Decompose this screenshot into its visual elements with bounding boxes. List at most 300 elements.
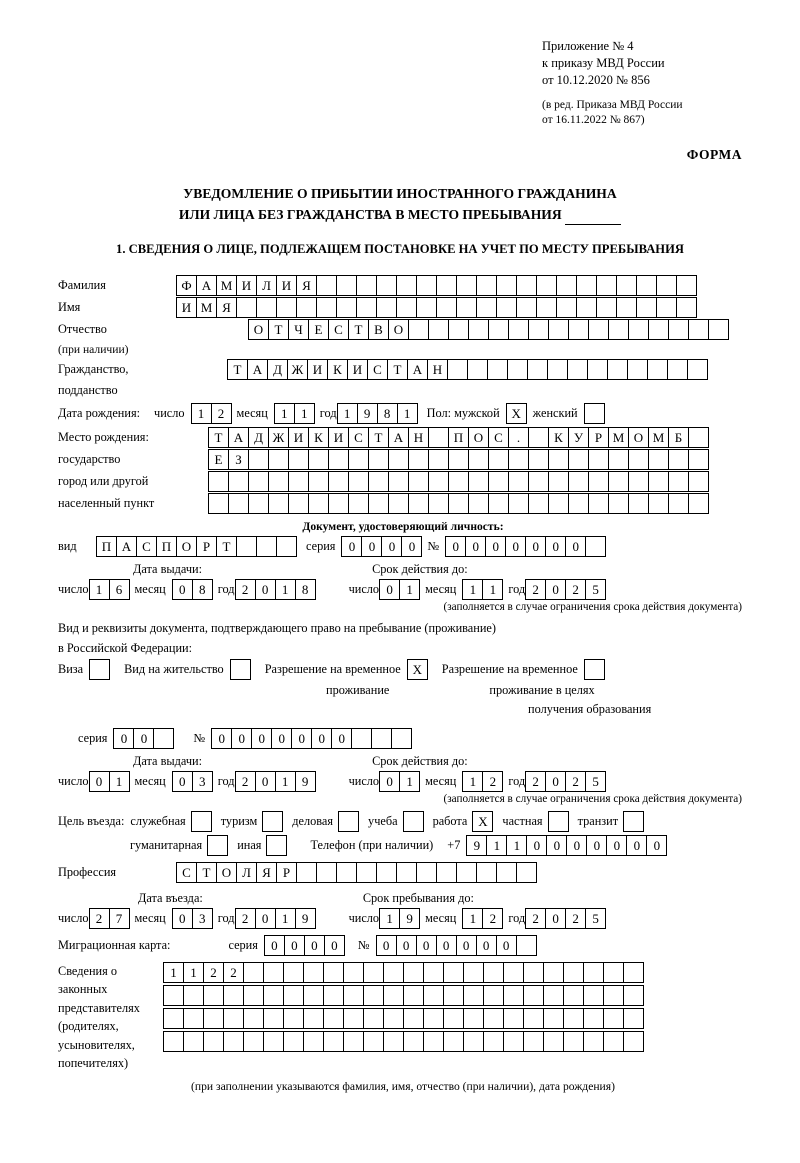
cell[interactable] <box>585 536 606 557</box>
cell[interactable] <box>583 1008 604 1029</box>
cell[interactable] <box>523 985 544 1006</box>
cell[interactable] <box>576 297 597 318</box>
cell[interactable] <box>443 1031 464 1052</box>
cell[interactable] <box>368 449 389 470</box>
cell[interactable] <box>563 1031 584 1052</box>
cell[interactable] <box>348 493 369 514</box>
cell[interactable]: А <box>196 275 217 296</box>
cell[interactable]: 1 <box>399 579 420 600</box>
birth-year-input[interactable] <box>337 403 417 424</box>
cell[interactable] <box>528 449 549 470</box>
entry-month-input[interactable] <box>172 908 212 929</box>
cell[interactable]: 2 <box>525 908 546 929</box>
cell[interactable]: И <box>288 427 309 448</box>
cell[interactable] <box>476 297 497 318</box>
cell[interactable] <box>336 862 357 883</box>
cell[interactable]: У <box>568 427 589 448</box>
cell[interactable] <box>283 1031 304 1052</box>
cell[interactable]: 0 <box>361 536 382 557</box>
cell[interactable] <box>443 985 464 1006</box>
cell[interactable] <box>583 1031 604 1052</box>
cell[interactable]: 0 <box>545 771 566 792</box>
cell[interactable]: 2 <box>235 908 256 929</box>
cell[interactable]: 1 <box>399 771 420 792</box>
cell[interactable] <box>688 427 709 448</box>
cell[interactable]: 1 <box>89 579 110 600</box>
cell[interactable] <box>296 862 317 883</box>
cell[interactable] <box>228 493 249 514</box>
cell[interactable]: 0 <box>485 536 506 557</box>
cell[interactable] <box>403 1031 424 1052</box>
cell[interactable] <box>468 319 489 340</box>
cell[interactable] <box>527 359 548 380</box>
cell[interactable] <box>436 862 457 883</box>
doc-type-input[interactable] <box>96 536 296 557</box>
cell[interactable]: 0 <box>255 771 276 792</box>
cell[interactable] <box>363 1008 384 1029</box>
cell[interactable]: 8 <box>295 579 316 600</box>
cell[interactable] <box>536 275 557 296</box>
cell[interactable] <box>523 1008 544 1029</box>
cell[interactable]: 7 <box>109 908 130 929</box>
cell[interactable]: Ж <box>268 427 289 448</box>
cell[interactable] <box>563 985 584 1006</box>
cell[interactable] <box>236 297 257 318</box>
cell[interactable] <box>516 297 537 318</box>
purpose-option[interactable] <box>502 811 568 832</box>
cell[interactable]: С <box>488 427 509 448</box>
cell[interactable] <box>428 449 449 470</box>
doc-valid-month-input[interactable] <box>462 579 502 600</box>
cell[interactable]: М <box>216 275 237 296</box>
doc-series-input[interactable] <box>341 536 421 557</box>
cell[interactable] <box>688 493 709 514</box>
cell[interactable]: 2 <box>565 771 586 792</box>
cell[interactable]: Т <box>216 536 237 557</box>
cell[interactable] <box>268 471 289 492</box>
cell[interactable] <box>656 275 677 296</box>
cell[interactable]: Р <box>588 427 609 448</box>
stay-year-input[interactable] <box>525 908 605 929</box>
cell[interactable]: Т <box>368 427 389 448</box>
cell[interactable]: 0 <box>376 935 397 956</box>
phone-input[interactable] <box>466 835 666 856</box>
cell[interactable] <box>343 962 364 983</box>
cell[interactable]: М <box>608 427 629 448</box>
cell[interactable] <box>423 962 444 983</box>
cell[interactable]: О <box>388 319 409 340</box>
cell[interactable]: 0 <box>255 908 276 929</box>
purpose-option[interactable] <box>578 811 645 832</box>
cell[interactable] <box>488 319 509 340</box>
cell[interactable] <box>468 471 489 492</box>
cell[interactable]: 9 <box>357 403 378 424</box>
cell[interactable] <box>463 962 484 983</box>
cell[interactable]: О <box>468 427 489 448</box>
cell[interactable] <box>263 985 284 1006</box>
cell[interactable] <box>276 536 297 557</box>
cell[interactable]: Т <box>268 319 289 340</box>
cell[interactable] <box>648 449 669 470</box>
cell[interactable]: 0 <box>505 536 526 557</box>
cell[interactable]: 2 <box>223 962 244 983</box>
cell[interactable]: Н <box>427 359 448 380</box>
cell[interactable]: 0 <box>416 935 437 956</box>
purpose-option-checkbox[interactable] <box>623 811 644 832</box>
cell[interactable] <box>351 728 372 749</box>
cell[interactable] <box>567 359 588 380</box>
cell[interactable] <box>508 493 529 514</box>
cell[interactable] <box>563 962 584 983</box>
cell[interactable]: 0 <box>445 536 466 557</box>
cell[interactable] <box>416 275 437 296</box>
purpose-option[interactable] <box>221 811 284 832</box>
cell[interactable] <box>516 275 537 296</box>
name-input[interactable] <box>176 297 696 318</box>
cell[interactable] <box>203 1031 224 1052</box>
doc-issue-month-input[interactable] <box>172 579 212 600</box>
cell[interactable]: С <box>328 319 349 340</box>
stay-month-input[interactable] <box>462 908 502 929</box>
birthplace-row-1-input[interactable] <box>208 427 708 448</box>
cell[interactable] <box>543 1008 564 1029</box>
cell[interactable] <box>383 962 404 983</box>
cell[interactable]: 2 <box>235 771 256 792</box>
cell[interactable] <box>603 1008 624 1029</box>
edu-residence-checkbox[interactable] <box>584 659 605 680</box>
entry-day-input[interactable] <box>89 908 129 929</box>
cell[interactable]: 5 <box>585 771 606 792</box>
cell[interactable] <box>308 471 329 492</box>
cell[interactable]: О <box>248 319 269 340</box>
cell[interactable] <box>316 275 337 296</box>
cell[interactable]: 6 <box>109 579 130 600</box>
permit-series-input[interactable] <box>113 728 173 749</box>
cell[interactable] <box>583 985 604 1006</box>
cell[interactable] <box>548 471 569 492</box>
doc-valid-day-input[interactable] <box>379 579 419 600</box>
cell[interactable] <box>668 449 689 470</box>
cell[interactable] <box>503 985 524 1006</box>
cell[interactable] <box>308 449 329 470</box>
cell[interactable]: А <box>116 536 137 557</box>
cell[interactable]: 1 <box>294 403 315 424</box>
cell[interactable]: З <box>228 449 249 470</box>
cell[interactable] <box>608 471 629 492</box>
cell[interactable] <box>616 275 637 296</box>
cell[interactable] <box>688 449 709 470</box>
cell[interactable] <box>688 471 709 492</box>
cell[interactable] <box>708 319 729 340</box>
cell[interactable]: Я <box>256 862 277 883</box>
doc-number-input[interactable] <box>445 536 605 557</box>
cell[interactable]: 0 <box>291 728 312 749</box>
cell[interactable] <box>543 985 564 1006</box>
cell[interactable] <box>636 275 657 296</box>
cell[interactable] <box>388 493 409 514</box>
cell[interactable]: 0 <box>341 536 362 557</box>
cell[interactable]: 0 <box>172 908 193 929</box>
cell[interactable] <box>363 985 384 1006</box>
cell[interactable]: П <box>448 427 469 448</box>
cell[interactable] <box>623 1008 644 1029</box>
cell[interactable] <box>627 359 648 380</box>
cell[interactable] <box>303 1031 324 1052</box>
cell[interactable]: 9 <box>295 771 316 792</box>
cell[interactable] <box>667 359 688 380</box>
cell[interactable]: 0 <box>264 935 285 956</box>
cell[interactable] <box>488 449 509 470</box>
cell[interactable]: 1 <box>274 403 295 424</box>
cell[interactable]: 0 <box>565 536 586 557</box>
cell[interactable] <box>316 862 337 883</box>
cell[interactable]: 0 <box>379 771 400 792</box>
cell[interactable] <box>467 359 488 380</box>
cell[interactable] <box>248 449 269 470</box>
cell[interactable] <box>268 493 289 514</box>
cell[interactable]: О <box>628 427 649 448</box>
cell[interactable] <box>283 1008 304 1029</box>
cell[interactable] <box>396 297 417 318</box>
cell[interactable]: 0 <box>255 579 276 600</box>
cell[interactable]: 0 <box>133 728 154 749</box>
cell[interactable] <box>296 297 317 318</box>
cell[interactable] <box>416 862 437 883</box>
cell[interactable] <box>288 471 309 492</box>
cell[interactable] <box>223 1008 244 1029</box>
cell[interactable] <box>463 985 484 1006</box>
cell[interactable] <box>548 493 569 514</box>
permit-issue-month-input[interactable] <box>172 771 212 792</box>
cell[interactable] <box>203 985 224 1006</box>
cell[interactable] <box>448 449 469 470</box>
cell[interactable]: 0 <box>586 835 607 856</box>
permit-issue-year-input[interactable] <box>235 771 315 792</box>
cell[interactable]: А <box>388 427 409 448</box>
cell[interactable] <box>568 493 589 514</box>
cell[interactable] <box>388 449 409 470</box>
cell[interactable]: 8 <box>377 403 398 424</box>
cell[interactable] <box>556 297 577 318</box>
cell[interactable]: 0 <box>606 835 627 856</box>
cell[interactable]: И <box>307 359 328 380</box>
cell[interactable] <box>303 985 324 1006</box>
cell[interactable]: Т <box>387 359 408 380</box>
cell[interactable] <box>648 471 669 492</box>
cell[interactable]: 0 <box>311 728 332 749</box>
cell[interactable] <box>208 471 229 492</box>
cell[interactable] <box>408 471 429 492</box>
cell[interactable] <box>623 985 644 1006</box>
cell[interactable]: 0 <box>545 579 566 600</box>
cell[interactable]: 1 <box>337 403 358 424</box>
cell[interactable] <box>303 1008 324 1029</box>
cell[interactable]: Т <box>348 319 369 340</box>
cell[interactable] <box>588 471 609 492</box>
cell[interactable] <box>376 297 397 318</box>
cell[interactable] <box>328 449 349 470</box>
cell[interactable]: Д <box>248 427 269 448</box>
cell[interactable] <box>647 359 668 380</box>
cell[interactable] <box>236 536 257 557</box>
cell[interactable] <box>528 493 549 514</box>
cell[interactable]: 0 <box>271 728 292 749</box>
cell[interactable] <box>308 493 329 514</box>
cell[interactable]: Б <box>668 427 689 448</box>
cell[interactable] <box>288 449 309 470</box>
cell[interactable] <box>243 985 264 1006</box>
cell[interactable] <box>588 449 609 470</box>
cell[interactable] <box>668 471 689 492</box>
cell[interactable]: 2 <box>565 908 586 929</box>
cell[interactable] <box>396 275 417 296</box>
residence-permit-checkbox[interactable] <box>230 659 251 680</box>
cell[interactable]: С <box>176 862 197 883</box>
cell[interactable]: М <box>196 297 217 318</box>
cell[interactable] <box>548 449 569 470</box>
cell[interactable]: 0 <box>545 908 566 929</box>
cell[interactable] <box>423 1031 444 1052</box>
cell[interactable] <box>516 935 537 956</box>
cell[interactable] <box>523 962 544 983</box>
cell[interactable]: 9 <box>295 908 316 929</box>
cell[interactable]: 1 <box>506 835 527 856</box>
cell[interactable] <box>263 1008 284 1029</box>
cell[interactable]: И <box>176 297 197 318</box>
cell[interactable] <box>548 319 569 340</box>
cell[interactable]: 3 <box>192 771 213 792</box>
cell[interactable] <box>263 962 284 983</box>
cell[interactable]: 0 <box>172 771 193 792</box>
cell[interactable]: 0 <box>646 835 667 856</box>
cell[interactable] <box>523 1031 544 1052</box>
purpose-option-checkbox[interactable] <box>338 811 359 832</box>
cell[interactable]: 0 <box>545 536 566 557</box>
cell[interactable]: 2 <box>565 579 586 600</box>
cell[interactable] <box>508 319 529 340</box>
doc-issue-day-input[interactable] <box>89 579 129 600</box>
cell[interactable] <box>403 962 424 983</box>
cell[interactable] <box>328 493 349 514</box>
cell[interactable]: С <box>136 536 157 557</box>
cell[interactable] <box>163 1008 184 1029</box>
cell[interactable] <box>456 297 477 318</box>
cell[interactable] <box>556 275 577 296</box>
cell[interactable] <box>588 493 609 514</box>
legal-rep-row-1-input[interactable] <box>163 962 643 983</box>
permit-issue-day-input[interactable] <box>89 771 129 792</box>
cell[interactable]: 0 <box>626 835 647 856</box>
cell[interactable] <box>628 471 649 492</box>
cell[interactable]: 8 <box>192 579 213 600</box>
purpose-option[interactable] <box>433 811 494 832</box>
cell[interactable]: 3 <box>192 908 213 929</box>
cell[interactable]: 1 <box>462 771 483 792</box>
cell[interactable] <box>628 449 649 470</box>
cell[interactable] <box>528 427 549 448</box>
cell[interactable] <box>608 493 629 514</box>
cell[interactable]: Е <box>308 319 329 340</box>
cell[interactable] <box>223 1031 244 1052</box>
cell[interactable] <box>603 962 624 983</box>
cell[interactable] <box>483 1008 504 1029</box>
birth-month-input[interactable] <box>274 403 314 424</box>
purpose-option-checkbox[interactable] <box>403 811 424 832</box>
cell[interactable]: И <box>276 275 297 296</box>
cell[interactable]: 1 <box>183 962 204 983</box>
cell[interactable] <box>483 985 504 1006</box>
cell[interactable]: 2 <box>525 579 546 600</box>
cell[interactable] <box>436 297 457 318</box>
cell[interactable]: 1 <box>109 771 130 792</box>
cell[interactable] <box>256 297 277 318</box>
cell[interactable] <box>488 471 509 492</box>
entry-year-input[interactable] <box>235 908 315 929</box>
cell[interactable]: 0 <box>496 935 517 956</box>
cell[interactable] <box>496 297 517 318</box>
cell[interactable]: Т <box>227 359 248 380</box>
cell[interactable] <box>363 962 384 983</box>
cell[interactable] <box>483 962 504 983</box>
cell[interactable] <box>428 471 449 492</box>
cell[interactable] <box>348 449 369 470</box>
cell[interactable] <box>323 1008 344 1029</box>
cell[interactable] <box>376 275 397 296</box>
cell[interactable] <box>568 319 589 340</box>
cell[interactable]: 0 <box>381 536 402 557</box>
cell[interactable] <box>608 319 629 340</box>
cell[interactable] <box>256 536 277 557</box>
cell[interactable]: 0 <box>396 935 417 956</box>
permit-valid-month-input[interactable] <box>462 771 502 792</box>
cell[interactable]: 1 <box>275 908 296 929</box>
cell[interactable] <box>448 493 469 514</box>
cell[interactable]: Ч <box>288 319 309 340</box>
birthplace-row-3-input[interactable] <box>208 471 708 492</box>
cell[interactable] <box>403 985 424 1006</box>
legal-rep-row-4-input[interactable] <box>163 1031 643 1052</box>
cell[interactable] <box>336 275 357 296</box>
profession-input[interactable] <box>176 862 536 883</box>
cell[interactable] <box>336 297 357 318</box>
cell[interactable] <box>508 449 529 470</box>
cell[interactable] <box>496 862 517 883</box>
cell[interactable]: 0 <box>566 835 587 856</box>
cell[interactable] <box>163 985 184 1006</box>
cell[interactable] <box>576 275 597 296</box>
cell[interactable]: . <box>508 427 529 448</box>
cell[interactable] <box>547 359 568 380</box>
cell[interactable]: 0 <box>89 771 110 792</box>
cell[interactable] <box>243 1031 264 1052</box>
cell[interactable] <box>316 297 337 318</box>
cell[interactable] <box>688 319 709 340</box>
cell[interactable] <box>303 962 324 983</box>
cell[interactable]: Р <box>196 536 217 557</box>
cell[interactable]: О <box>176 536 197 557</box>
cell[interactable]: Я <box>216 297 237 318</box>
cell[interactable]: С <box>348 427 369 448</box>
cell[interactable] <box>628 319 649 340</box>
cell[interactable] <box>163 1031 184 1052</box>
cell[interactable] <box>408 449 429 470</box>
cell[interactable] <box>343 985 364 1006</box>
cell[interactable] <box>248 471 269 492</box>
cell[interactable]: 5 <box>585 908 606 929</box>
cell[interactable] <box>343 1031 364 1052</box>
cell[interactable]: 2 <box>482 908 503 929</box>
cell[interactable] <box>208 493 229 514</box>
